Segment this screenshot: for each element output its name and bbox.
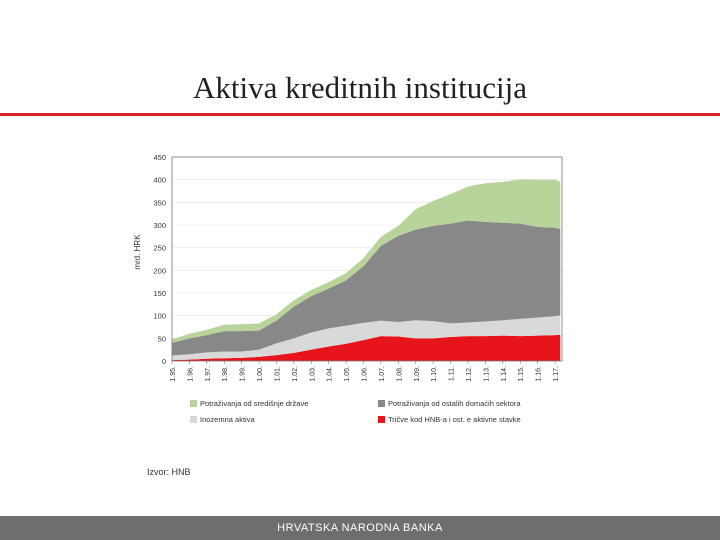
x-tick-label: 1.06. bbox=[361, 366, 369, 382]
y-tick-label: 350 bbox=[153, 198, 166, 208]
y-tick-label: 250 bbox=[153, 243, 166, 253]
footer-bar bbox=[0, 516, 720, 540]
x-tick-label: 1.05. bbox=[344, 366, 352, 382]
footer-bank-name: HRVATSKA NARODNA BANKA bbox=[277, 522, 443, 534]
x-tick-label: 1.07. bbox=[378, 366, 386, 382]
legend-swatch bbox=[378, 400, 385, 407]
y-tick-labels bbox=[153, 153, 166, 366]
source-note: Izvor: HNB bbox=[147, 467, 191, 477]
legend-swatch bbox=[378, 416, 385, 423]
x-tick-label: 1.10. bbox=[431, 366, 439, 382]
x-tick-label: 1.14. bbox=[500, 366, 508, 382]
legend bbox=[190, 399, 521, 424]
legend-swatch bbox=[190, 400, 197, 407]
x-tick-label: 1.09. bbox=[413, 366, 421, 382]
x-tick-label: 1.00. bbox=[257, 366, 265, 382]
x-tick-label: 1.04. bbox=[326, 366, 334, 382]
x-tick-label: 1.11. bbox=[448, 366, 456, 382]
x-tick-label: 1.96. bbox=[187, 366, 195, 382]
x-tick-label: 1.97. bbox=[204, 366, 212, 382]
x-tick-label: 1.01. bbox=[274, 366, 282, 382]
legend-swatch bbox=[190, 416, 197, 423]
x-tick-label: 1.99. bbox=[239, 366, 247, 382]
legend-label: Tričve kod HNB-a i ost. e aktivne stavke bbox=[388, 415, 521, 424]
y-tick-label: 150 bbox=[153, 289, 166, 298]
x-tick-label: 1.12. bbox=[465, 366, 473, 382]
y-tick-label: 100 bbox=[153, 311, 166, 321]
x-tick-label: 1.16. bbox=[535, 366, 543, 382]
y-tick-label: 200 bbox=[153, 266, 166, 276]
x-tick-label: 1.08. bbox=[396, 366, 404, 382]
y-tick-label: 300 bbox=[153, 221, 166, 230]
legend-label: Potraživanja od središnje države bbox=[200, 399, 309, 408]
y-tick-label: 400 bbox=[153, 175, 166, 185]
y-tick-label: 0 bbox=[161, 357, 166, 366]
x-tick-label: 1.02. bbox=[291, 366, 299, 382]
x-tick-labels bbox=[170, 361, 560, 382]
y-tick-label: 50 bbox=[157, 334, 166, 344]
x-tick-label: 1.95. bbox=[170, 366, 177, 382]
legend-label: Inozemna aktiva bbox=[200, 415, 255, 424]
slide-title: Aktiva kreditnih institucija bbox=[192, 70, 528, 105]
x-tick-label: 1.17. bbox=[553, 366, 561, 382]
legend-label: Potraživanja od ostalih domaćih sektora bbox=[388, 399, 521, 408]
x-tick-label: 1.03. bbox=[309, 366, 317, 382]
x-tick-label: 1.98. bbox=[222, 366, 230, 382]
x-tick-label: 1.15. bbox=[518, 366, 526, 382]
y-tick-label: 450 bbox=[153, 153, 166, 162]
y-axis-label: mrd. HRK bbox=[133, 234, 142, 270]
x-tick-label: 1.13. bbox=[483, 366, 491, 382]
